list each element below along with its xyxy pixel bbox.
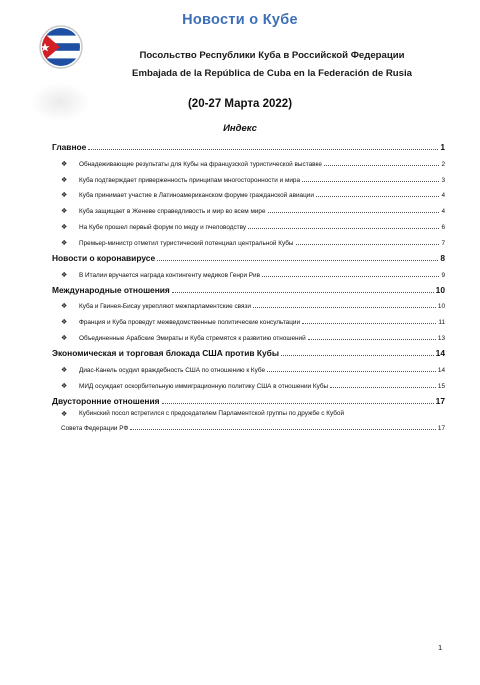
toc-item-label: В Италии вручается награда контингенту медиков Генри Рив [79,271,261,279]
toc-item[interactable] [52,374,445,390]
index-heading: Индекс [223,123,257,134]
toc-item[interactable] [52,326,445,342]
dot-leader [130,429,436,430]
diamond-bullet-icon: ❖ [61,366,68,374]
toc-item-label: Диас-Канель осудил враждебность США по отношению к Кубе [79,366,266,374]
dot-leader [281,355,434,356]
toc-page-number: 4 [441,208,445,216]
toc-item[interactable] [52,184,445,200]
dot-leader [248,228,439,229]
diamond-bullet-icon: ❖ [61,410,68,418]
toc-page-number: 7 [441,239,445,247]
toc-page-number: 10 [437,303,445,311]
cuba-flag-logo [38,24,84,70]
dot-leader [324,165,439,166]
dot-leader [302,181,439,182]
toc-item-label: Кубинский посол встретился с председателем Парламентской группы по дружбе с Кубой [79,409,345,417]
diamond-bullet-icon: ❖ [61,382,68,390]
diamond-bullet-icon: ❖ [61,223,68,231]
toc-item[interactable] [52,358,445,374]
toc-item-label: Объединенные Арабские Эмираты и Куба стремятся к развитию отношений [79,334,306,342]
toc-item-label: Куба и Гвинея-Бисау укрепляют межпарламентские связи [79,303,251,311]
dot-leader [88,149,438,150]
toc-page-number: 2 [441,160,445,168]
diamond-bullet-icon: ❖ [61,303,68,311]
toc-item-label: На Кубе прошел первый форум по меду и пчеловодству [79,223,247,231]
toc-page-number: 13 [437,334,445,342]
dot-leader [253,307,436,308]
diamond-bullet-icon: ❖ [61,160,68,168]
toc-page-number: 10 [435,284,445,295]
toc-section[interactable] [52,343,445,358]
toc-item-label: Куба подтверждает приверженность принципам многосторонности и мира [79,176,301,184]
page-number: 1 [438,643,443,652]
diamond-bullet-icon: ❖ [61,271,68,279]
toc-item[interactable] [52,168,445,184]
toc-item[interactable] [52,310,445,326]
toc-section-label: Новости о коронавирусе [52,252,156,263]
toc-section[interactable] [52,280,445,295]
toc-page-number: 14 [437,366,445,374]
toc-page-number: 17 [437,424,445,432]
toc-page-number: 8 [440,252,445,263]
embassy-name-es: Embajada de la República de Cuba en la Federación de Rusia [132,68,412,79]
toc-item[interactable] [52,231,445,247]
toc-item[interactable] [52,199,445,215]
diamond-bullet-icon: ❖ [61,319,68,327]
dot-leader [296,244,440,245]
toc-section[interactable] [52,391,445,406]
dot-leader [162,403,434,404]
toc-section[interactable] [52,248,445,263]
toc-page-number: 17 [435,395,445,406]
dot-leader [330,387,436,388]
diamond-bullet-icon: ❖ [61,192,68,200]
toc-item[interactable] [52,295,445,311]
dot-leader [262,276,439,277]
dot-leader [268,212,440,213]
toc-section-label: Международные отношения [52,284,170,295]
diamond-bullet-icon: ❖ [61,176,68,184]
toc-item[interactable] [52,263,445,279]
embassy-name-ru: Посольство Республики Куба в Российской Федерации [139,50,405,61]
dot-leader [157,260,438,261]
dot-leader [172,292,434,293]
toc-section-label: Главное [52,142,87,152]
toc-page-number: 3 [441,176,445,184]
toc-item-label: Франция и Куба проведут межведомственные политические консультации [79,319,301,327]
toc-item-label: Обнадеживающие результаты для Кубы на французской туристической выставке [79,160,322,168]
toc-section-label: Двусторонние отношения [52,395,160,406]
toc-section[interactable] [52,137,445,152]
toc-item[interactable] [52,215,445,231]
dot-leader [302,323,436,324]
toc-page-number: 11 [438,319,445,327]
toc-item-label: Премьер-министр отметил туристический потенциал центральной Кубы [79,239,294,247]
toc-item[interactable] [52,410,445,432]
newsletter-title: Новости о Кубе [182,12,298,28]
dot-leader [316,196,440,197]
toc-page-number: 15 [437,382,445,390]
toc-page-number: 14 [435,347,445,358]
toc-page-number: 6 [441,223,445,231]
diamond-bullet-icon: ❖ [61,208,68,216]
table-of-contents [52,136,445,432]
toc-item[interactable] [52,152,445,168]
toc-item-label: Куба защищает в Женеве справедливость и мир во всем мире [79,208,266,216]
diamond-bullet-icon: ❖ [61,334,68,342]
dot-leader [267,371,436,372]
toc-item-label-continued: Совета Федерации РФ [61,424,129,432]
toc-page-number: 1 [440,142,445,152]
toc-page-number: 4 [441,192,445,200]
diamond-bullet-icon: ❖ [61,239,68,247]
dot-leader [308,339,436,340]
toc-item-label: МИД осуждает оскорбительную иммиграционную политику США в отношении Кубы [79,382,329,390]
toc-section-label: Экономическая и торговая блокада США против Кубы [52,347,279,358]
date-range: (20-27 Марта 2022) [187,98,293,110]
toc-item-label: Куба принимает участие в Латиноамериканском форуме гражданской авиации [79,192,314,200]
toc-page-number: 9 [441,271,445,279]
